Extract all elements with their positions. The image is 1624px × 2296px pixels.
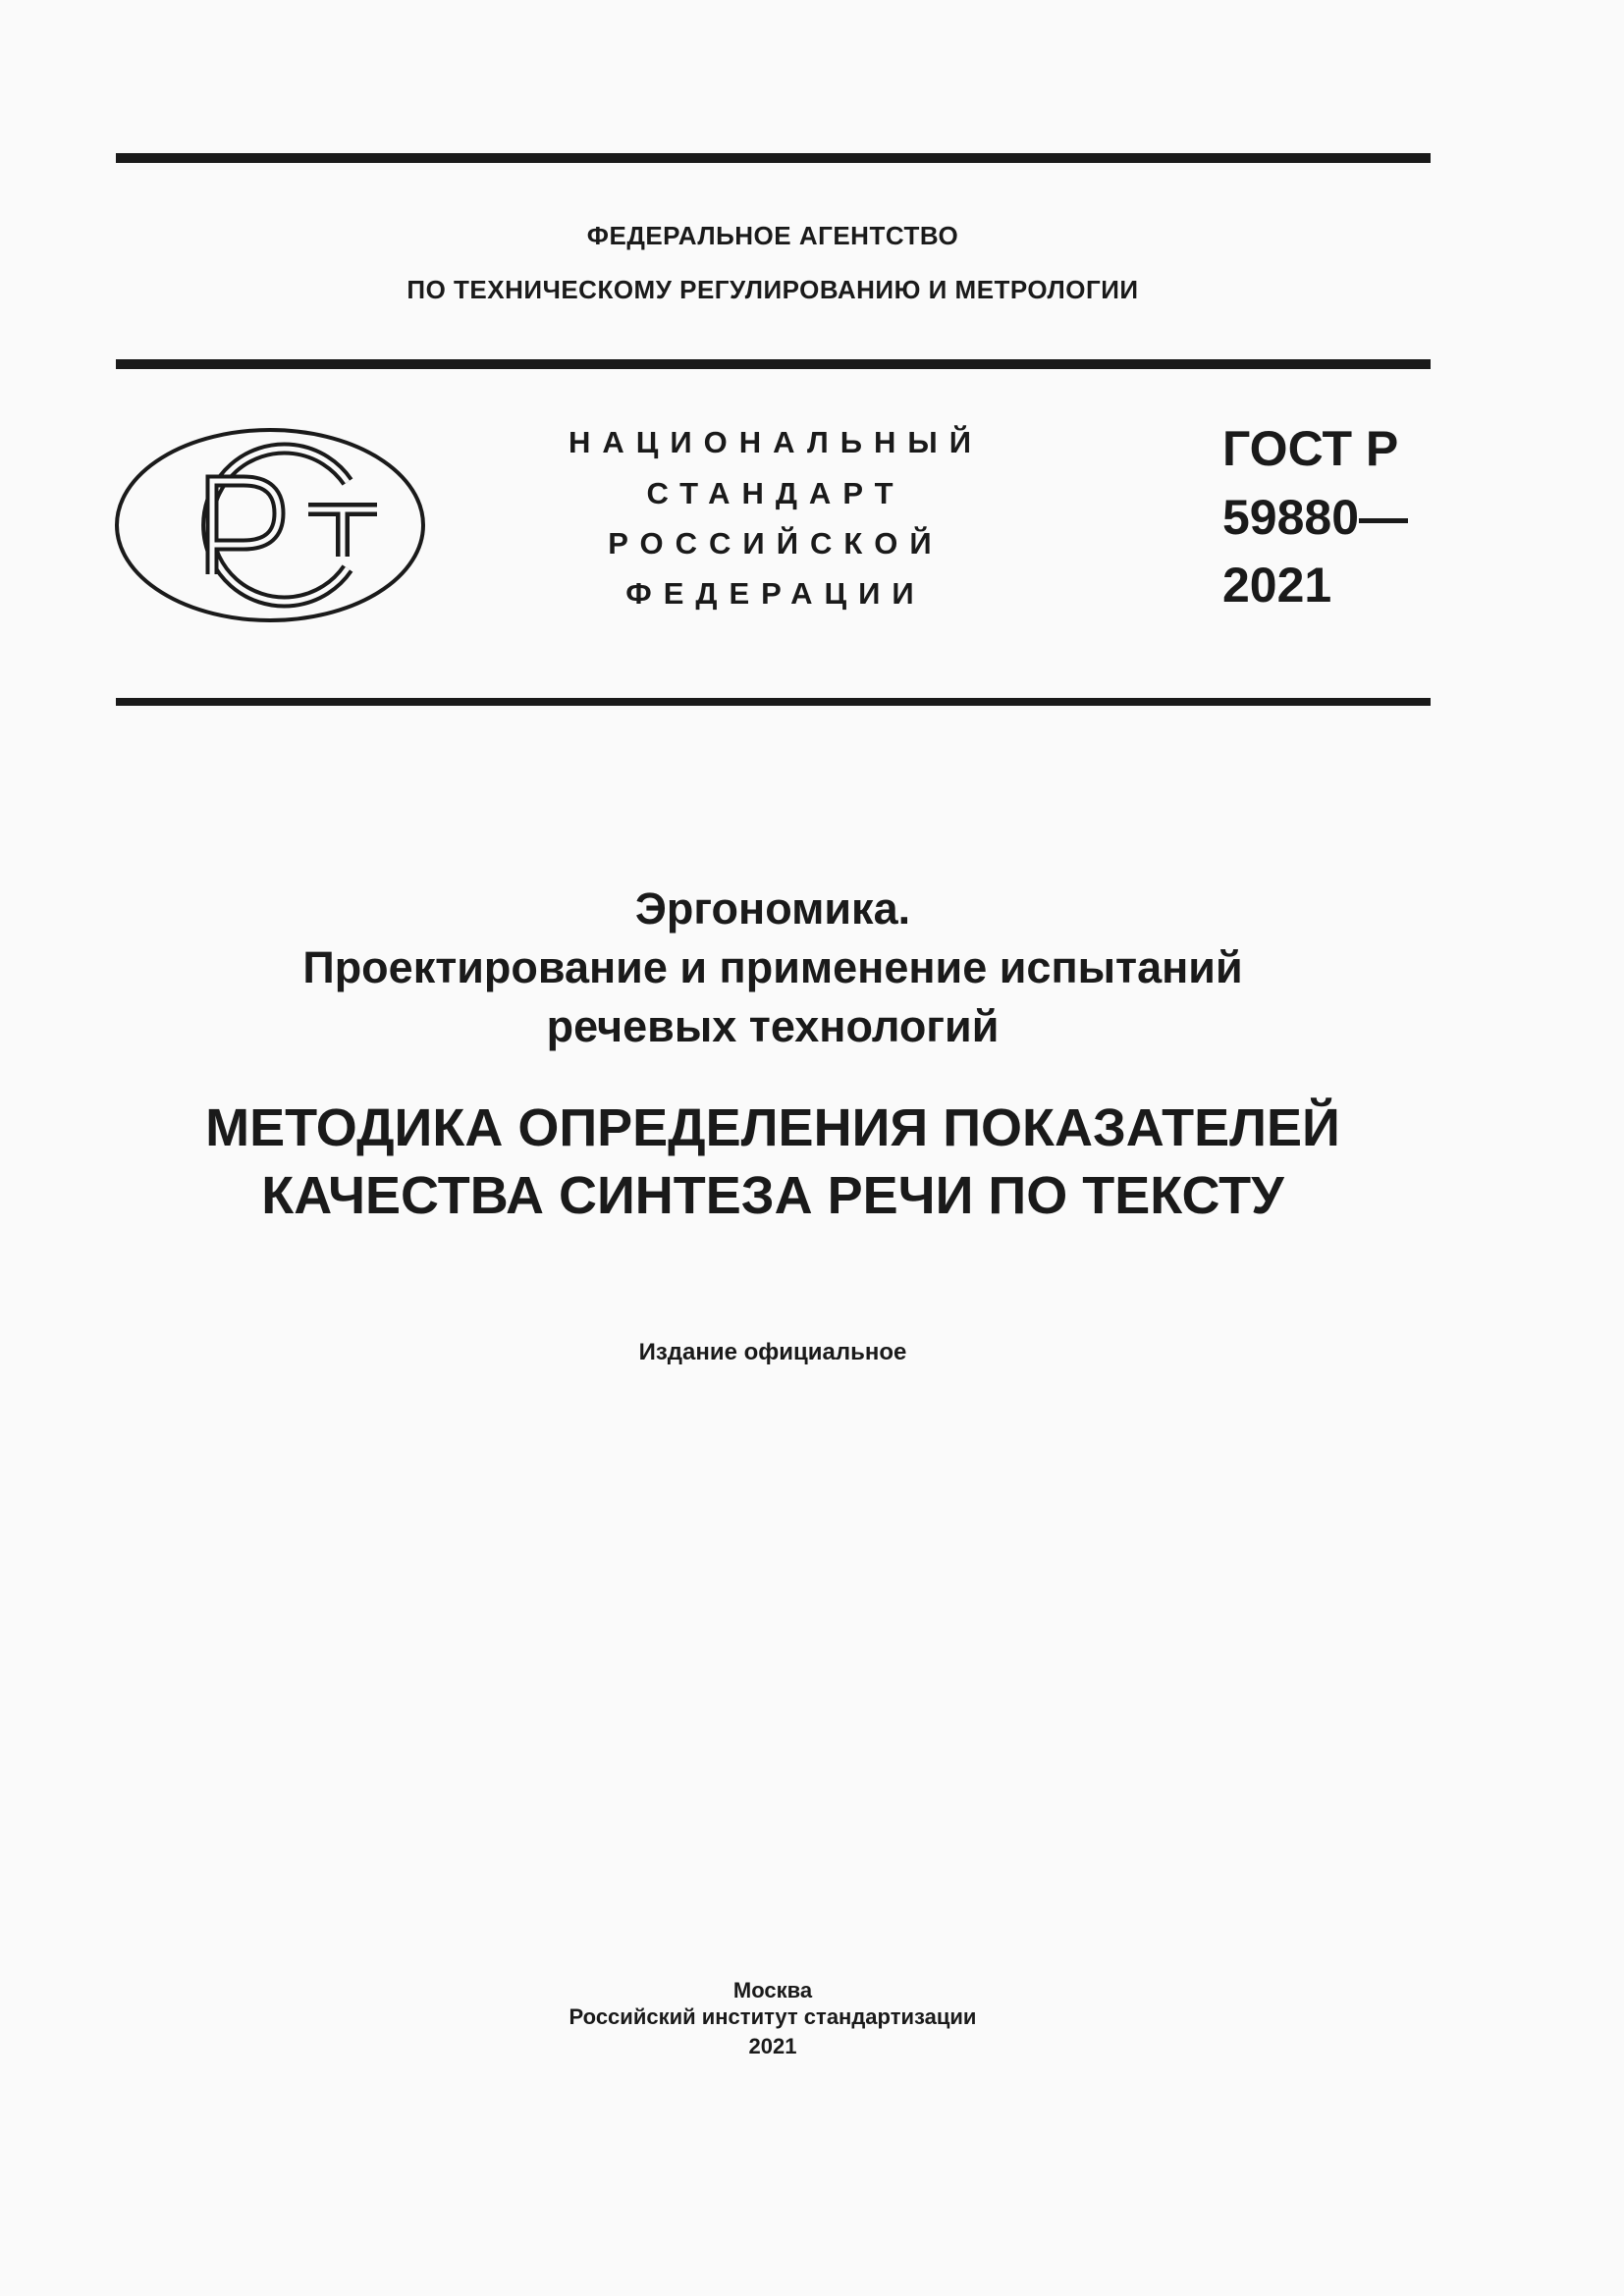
header-rule xyxy=(116,359,1431,369)
document-subtitle-line-1: МЕТОДИКА ОПРЕДЕЛЕНИЯ ПОКАЗАТЕЛЕЙ xyxy=(205,1098,1340,1157)
document-title-line-3: речевых технологий xyxy=(546,1001,1000,1051)
document-title-line-1: Эргономика. xyxy=(634,883,911,934)
gost-designation-line-2: 59880— xyxy=(1222,490,1409,545)
gost-designation-line-1: ГОСТ Р xyxy=(1222,421,1399,476)
national-standard-line-3: РОССИЙСКОЙ xyxy=(608,526,944,561)
agency-line-1: ФЕДЕРАЛЬНОЕ АГЕНТСТВО xyxy=(586,221,959,250)
publisher-name: Российский институт стандартизации xyxy=(568,2004,977,2029)
top-rule xyxy=(116,153,1431,163)
national-standard-line-4: ФЕДЕРАЦИИ xyxy=(625,576,926,611)
publication-year: 2021 xyxy=(748,2034,797,2058)
agency-line-2: ПО ТЕХНИЧЕСКОМУ РЕГУЛИРОВАНИЮ И МЕТРОЛОГИИ xyxy=(406,275,1139,304)
national-standard-line-1: НАЦИОНАЛЬНЫЙ xyxy=(568,425,984,459)
edition-label: Издание официальное xyxy=(638,1339,907,1365)
rst-logo-icon xyxy=(114,427,426,623)
gost-designation-line-3: 2021 xyxy=(1222,558,1332,613)
publication-city: Москва xyxy=(732,1978,813,2002)
document-subtitle-line-2: КАЧЕСТВА СИНТЕЗА РЕЧИ ПО ТЕКСТУ xyxy=(261,1166,1284,1225)
document-title-line-2: Проектирование и применение испытаний xyxy=(302,942,1243,992)
section-rule xyxy=(116,698,1431,706)
national-standard-line-2: СТАНДАРТ xyxy=(646,476,905,510)
